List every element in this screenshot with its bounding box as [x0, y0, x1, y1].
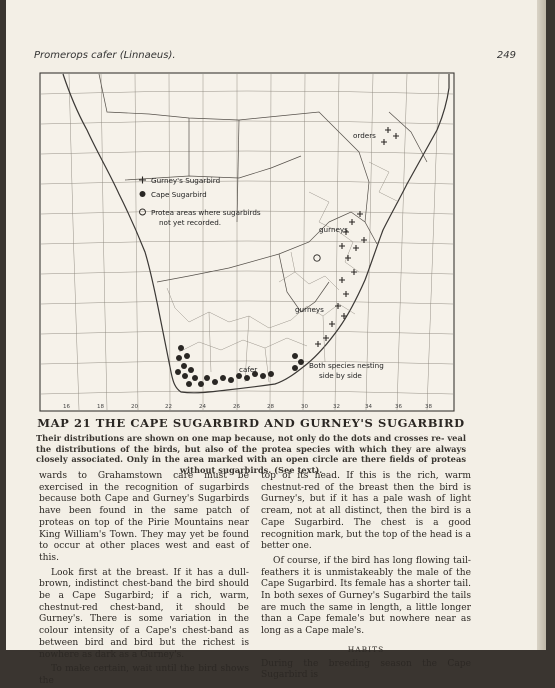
- tick-label: 38: [425, 404, 432, 410]
- tick-label: 28: [267, 404, 274, 410]
- tick-label: 24: [199, 404, 206, 410]
- text-column-right: [261, 471, 471, 682]
- label-gurneys-south: gurneys: [295, 305, 324, 314]
- tick-label: 32: [333, 404, 340, 410]
- caption-line: veal the distributions of the birds, but also of the protea species with which they are: [36, 433, 466, 454]
- paragraph: top of its head. If this is the rich, warm chestnut-red of the breast then the bird is Gurney's, but if it has a pale wash of light cream, not at all distinct, then the bird is a Cape Sugarbird. The chest is a good recognition mark, but the top of the head is a better one.: [261, 471, 471, 552]
- text-column-left: [39, 471, 249, 688]
- tick-label: 16: [63, 404, 70, 410]
- caption-line: Their distributions are shown on one map because, not only do the dots and crosses re-: [36, 433, 445, 443]
- caption-body: [36, 433, 466, 475]
- book-page: [6, 0, 546, 686]
- map-title: MAP 21 THE CAPE SUGARBIRD AND GURNEY'S SUGARBIRD: [37, 416, 465, 430]
- tick-label: 34: [365, 404, 372, 410]
- label-both-2: side by side: [319, 371, 362, 380]
- page-number: 249: [496, 50, 516, 61]
- paragraph: During the breeding season the Cape Sugarbird is: [261, 658, 471, 681]
- legend-cape: Cape Sugarbird: [151, 190, 207, 199]
- label-cafer: cafer: [239, 365, 258, 374]
- caption-line: proteas without sugarbirds. (See text).: [179, 454, 466, 475]
- paragraph: Look first at the breast. If it has a dull-brown, indistinct chest-band the bird should be a Cape Sugarbird; if a rich, warm, chestnut-red chest-band, it should be Gurney's. There is some variation in the colour intensity of a Cape's chest-band as between bird and bird but the richest is nowhere as dark as a Gurney's.: [39, 567, 249, 660]
- section-heading: HABITS: [347, 644, 385, 654]
- map-frame: [40, 73, 454, 411]
- caption-line: always closely associated. Only in the area marked with an open circle are there fields of: [36, 443, 467, 465]
- tick-label: 26: [233, 404, 240, 410]
- label-gurneys-north: gurneys: [319, 225, 348, 234]
- running-header: [34, 50, 516, 66]
- label-orders: orders: [353, 131, 376, 140]
- legend-gurney: Gurney's Sugarbird: [151, 176, 221, 185]
- tick-label: 20: [131, 404, 138, 410]
- legend-protea-2: not yet recorded.: [159, 218, 222, 227]
- page-edge: [537, 0, 546, 650]
- tick-label: 30: [301, 404, 308, 410]
- tick-label: 22: [165, 404, 172, 410]
- map-caption: [36, 416, 466, 475]
- distribution-map: [39, 72, 455, 414]
- label-both-1: Both species nesting: [309, 361, 384, 370]
- legend-protea-1: Protea areas where sugarbirds: [151, 208, 261, 217]
- running-title: Promerops cafer (Linnaeus).: [34, 50, 176, 61]
- paragraph: Of course, if the bird has long flowing tail-feathers it is unmistakeably the male of the Cape Sugarbird. Its female has a shorter tail. In both sexes of Gurney's Sugarbird the tails are much the same in length, a little longer than a Cape female's but nowhere near as long as a Cape male's.: [261, 555, 471, 637]
- tick-label: 36: [395, 404, 402, 410]
- paragraph: wards to Grahamstown care must be exercised in the recognition of sugarbirds because both Cape and Gurney's Sugarbirds have been found in the same patch of proteas on top of the Pirie Mountains near King William's Town. They may yet be found to occur at other places west and east of this.: [39, 471, 249, 563]
- paragraph: To make certain, wait until the bird shows the: [39, 664, 249, 686]
- tick-label: 18: [97, 404, 104, 410]
